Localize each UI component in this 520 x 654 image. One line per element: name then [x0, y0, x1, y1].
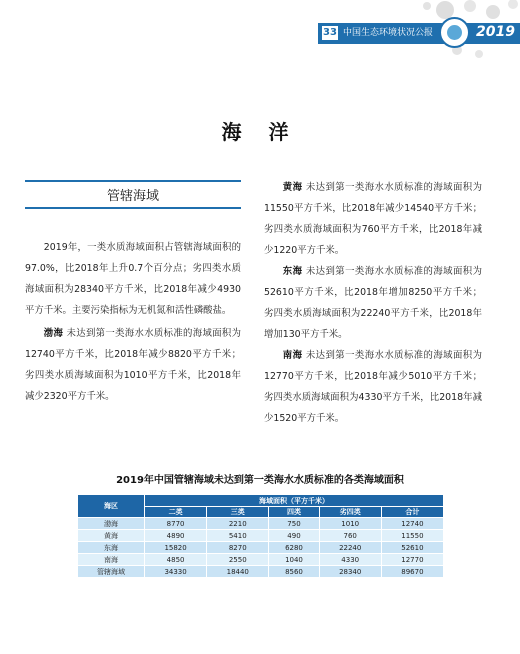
column-header: 二类 — [145, 507, 207, 518]
value-cell: 4890 — [145, 530, 207, 542]
section-rule-top — [25, 180, 241, 182]
column-header: 三类 — [207, 507, 269, 518]
huanghai-text: 未达到第一类海水水质标准的海域面积为11550平方千米，比2018年减少14540平方千米；劣四类水质海域面积为760平方千米，比2018年减少1220平方千米。 — [264, 182, 482, 256]
value-cell: 8270 — [207, 542, 269, 554]
region-cell: 管辖海域 — [78, 566, 145, 578]
value-cell: 2210 — [207, 518, 269, 530]
header-year: 2019 — [476, 24, 515, 40]
sea-area-table — [77, 494, 444, 578]
nanhai-text: 未达到第一类海水水质标准的海域面积为12770平方千米，比2018年减少5010平方千米；劣四类水质海域面积为4330平方千米，比2018年减少1520平方千米。 — [264, 350, 482, 424]
table-title: 2019年中国管辖海域未达到第一类海水水质标准的各类海域面积 — [116, 475, 404, 486]
value-cell: 750 — [269, 518, 319, 530]
table-row — [78, 518, 444, 530]
column-header: 劣四类 — [319, 507, 381, 518]
header-logo-dot — [447, 25, 462, 40]
donghai-label: 东海 — [282, 266, 303, 277]
region-header: 海区 — [78, 495, 145, 518]
value-cell: 89670 — [381, 566, 443, 578]
area-group-header: 海域面积（平方千米） — [145, 495, 444, 507]
region-cell: 南海 — [78, 554, 145, 566]
value-cell: 760 — [319, 530, 381, 542]
value-cell: 28340 — [319, 566, 381, 578]
bohai-paragraph — [25, 323, 241, 407]
value-cell: 8770 — [145, 518, 207, 530]
nanhai-paragraph — [264, 345, 482, 429]
value-cell: 12740 — [381, 518, 443, 530]
value-cell: 15820 — [145, 542, 207, 554]
value-cell: 4850 — [145, 554, 207, 566]
section-rule-bottom — [25, 207, 241, 209]
table-row — [78, 554, 444, 566]
value-cell: 6280 — [269, 542, 319, 554]
table-row — [78, 530, 444, 542]
region-cell: 黄海 — [78, 530, 145, 542]
page-number: 33 — [323, 27, 337, 38]
publication-title: 中国生态环境状况公报 — [343, 28, 434, 38]
value-cell: 490 — [269, 530, 319, 542]
column-header: 四类 — [269, 507, 319, 518]
region-cell: 渤海 — [78, 518, 145, 530]
section-heading: 管辖海域 — [106, 189, 159, 204]
value-cell: 22240 — [319, 542, 381, 554]
huanghai-label: 黄海 — [282, 182, 303, 193]
value-cell: 2550 — [207, 554, 269, 566]
column-header: 合计 — [381, 507, 443, 518]
nanhai-label: 南海 — [282, 350, 303, 361]
table-row — [78, 542, 444, 554]
bohai-label: 渤海 — [43, 328, 64, 339]
value-cell: 11550 — [381, 530, 443, 542]
right-column — [264, 177, 482, 429]
left-column — [25, 237, 241, 407]
donghai-paragraph — [264, 261, 482, 345]
intro-paragraph: 2019年，一类水质海域面积占管辖海域面积的97.0%，比2018年上升0.7个百分点；劣四类水质海域面积为28340平方千米，比2018年减少4930平方千米。主要污染指标为无机氮和活性磷酸盐。 — [25, 242, 241, 316]
value-cell: 12770 — [381, 554, 443, 566]
bohai-text: 未达到第一类海水水质标准的海域面积为12740平方千米，比2018年减少8820平方千米；劣四类水质海域面积为1010平方千米，比2018年减少2320平方千米。 — [25, 328, 241, 402]
value-cell: 8560 — [269, 566, 319, 578]
value-cell: 18440 — [207, 566, 269, 578]
region-cell: 东海 — [78, 542, 145, 554]
value-cell: 34330 — [145, 566, 207, 578]
value-cell: 52610 — [381, 542, 443, 554]
value-cell: 4330 — [319, 554, 381, 566]
value-cell: 5410 — [207, 530, 269, 542]
value-cell: 1040 — [269, 554, 319, 566]
value-cell: 1010 — [319, 518, 381, 530]
table-row — [78, 566, 444, 578]
donghai-text: 未达到第一类海水水质标准的海域面积为52610平方千米，比2018年增加8250平方千米；劣四类水质海域面积为22240平方千米，比2018年增加130平方千米。 — [264, 266, 482, 340]
chapter-title: 海 洋 — [221, 120, 299, 144]
huanghai-paragraph — [264, 177, 482, 261]
